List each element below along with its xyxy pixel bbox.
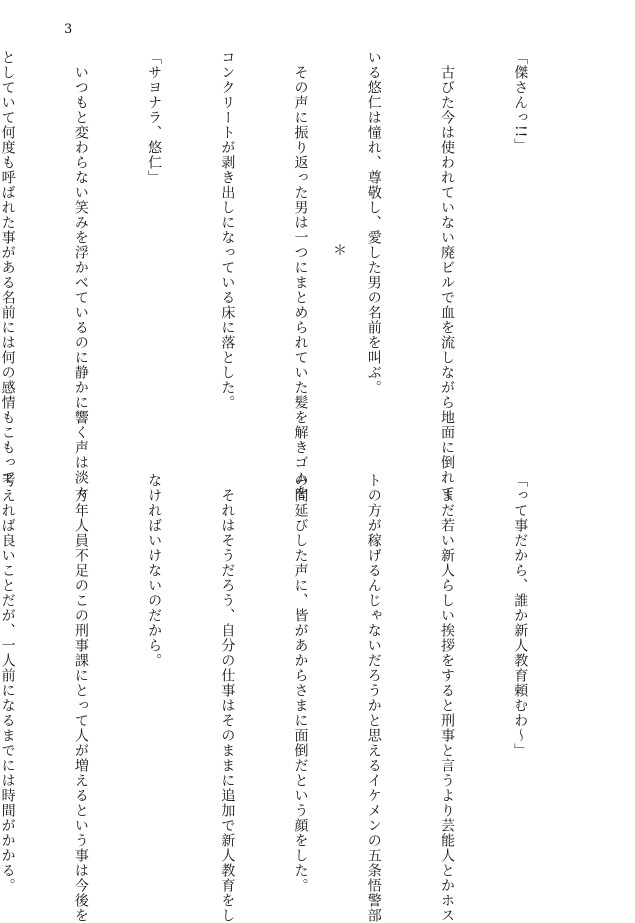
text-line: まだ若い新人らしい挨拶をすると刑事と言うより芸能人とかホス	[438, 473, 455, 923]
text-line: 「って事だから、誰か新人教育頼むわ〜」	[512, 473, 529, 758]
page-number: 3	[64, 22, 73, 37]
text-line: それはそうだろう、自分の仕事はそのままに追加で新人教育をし	[219, 473, 236, 923]
text-line: コンクリートが剥き出しになっている床に落とした。	[219, 50, 236, 410]
text-line: その声に振り返った男は一つにまとめられていた髪を解きゴムを	[292, 50, 309, 500]
section-separator-asterisk: ＊	[333, 243, 347, 259]
text-line: 万年人員不足のこの刑事課にとって人が増えるという事は今後を	[72, 473, 89, 923]
text-line: の間延びした声に、皆があからさまに面倒だという顔をした。	[292, 473, 309, 893]
top-text-block	[0, 50, 581, 500]
text-line: 「サヨナラ、悠仁」	[146, 50, 163, 185]
bottom-text-block	[0, 473, 581, 923]
text-line: トの方が稼げるんじゃないだろうかと思えるイケメンの五条悟警部	[365, 473, 382, 923]
text-line: 「傑さんっ!!」	[512, 50, 529, 154]
text-line: としていて何度も呼ばれた事がある名前には何の感情もこもって	[0, 50, 16, 485]
text-line: いる悠仁は憧れ、尊敬し、愛した男の名前を叫ぶ。	[365, 50, 382, 395]
text-line: いつもと変わらない笑みを浮かべているのに静かに響く声は淡々	[72, 50, 89, 500]
text-line: 古びた今は使われていない廃ビルで血を流しながら地面に倒れて	[438, 50, 455, 500]
text-line: 考えれば良いことだが、一人前になるまでには時間がかかる。	[0, 473, 16, 893]
text-line: なければいけないのだから。	[146, 473, 163, 668]
